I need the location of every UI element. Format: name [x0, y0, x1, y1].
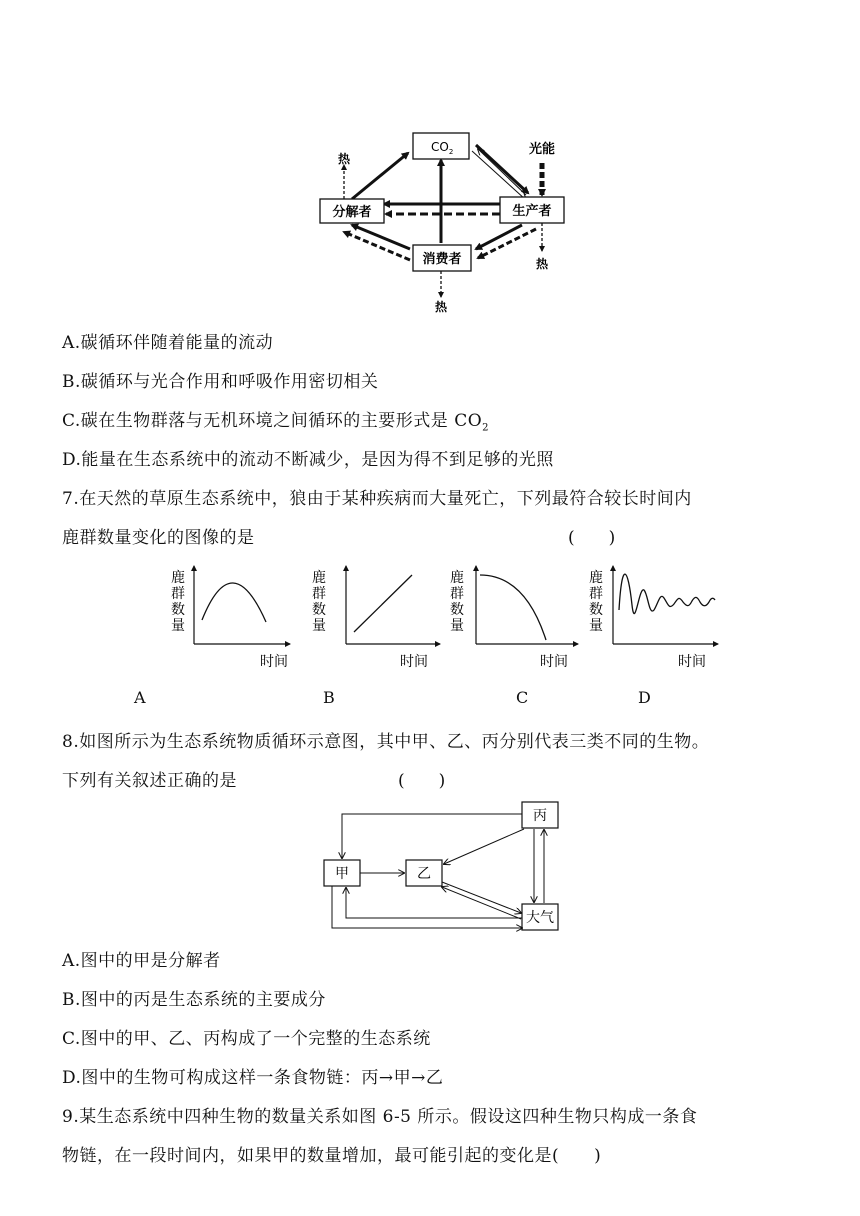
q7-stem-line1: 7.在天然的草原生态系统中，狼由于某种疾病而大量死亡，下列最符合较长时间内	[62, 489, 692, 509]
y-label-2: 群	[450, 586, 464, 602]
atmosphere-label: 大气	[526, 910, 554, 926]
x-label: 时间	[400, 654, 428, 670]
q8-option-a: A.图中的甲是分解者	[62, 951, 221, 971]
q7-curve-c	[480, 575, 546, 640]
q7-curve-a	[202, 583, 266, 622]
bing-label: 丙	[533, 808, 547, 824]
consumer-label: 消费者	[422, 252, 462, 267]
q7-chart-b	[302, 560, 452, 670]
q8-option-c: C.图中的甲、乙、丙构成了一个完整的生态系统	[62, 1029, 431, 1049]
y-label-4: 量	[312, 618, 326, 634]
q8-option-b: B.图中的丙是生态系统的主要成分	[62, 990, 326, 1010]
y-label-2: 群	[589, 586, 603, 602]
q9-stem-line1: 9.某生态系统中四种生物的数量关系如图 6-5 所示。假设这四种生物只构成一条食	[62, 1107, 698, 1127]
x-label: 时间	[540, 654, 568, 670]
q7-chart-a	[162, 560, 312, 670]
y-label-3: 数	[171, 602, 185, 618]
q7-chart-c	[440, 560, 590, 670]
q7-curve-b	[354, 575, 412, 632]
y-label-1: 鹿	[312, 570, 326, 586]
light-energy-label: 光能	[528, 142, 556, 157]
decomposer-label: 分解者	[332, 205, 372, 220]
q7-choice-a: A	[134, 688, 146, 707]
q7-choice-c: C	[516, 688, 529, 707]
co2-label: $CO_2$	[431, 140, 454, 156]
q6-option-c: C.碳在生物群落与无机环境之间循环的主要形式是 $CO_2$	[62, 411, 490, 434]
y-label-3: 数	[589, 602, 603, 618]
y-label-4: 量	[450, 618, 464, 634]
producer-label: 生产者	[512, 204, 552, 219]
jia-label: 甲	[335, 866, 349, 882]
y-label-1: 鹿	[450, 570, 464, 586]
q7-choice-b: B	[323, 688, 335, 707]
q8-option-d: D.图中的生物可构成这样一条食物链：丙→甲→乙	[62, 1068, 444, 1088]
q6-option-b: B.碳循环与光合作用和呼吸作用密切相关	[62, 372, 379, 392]
x-label: 时间	[678, 654, 706, 670]
q9-stem-line2: 物链，在一段时间内，如果甲的数量增加，最可能引起的变化是( )	[62, 1146, 602, 1166]
q8-stem-line1: 8.如图所示为生态系统物质循环示意图，其中甲、乙、丙分别代表三类不同的生物。	[62, 732, 710, 752]
heat-label-producer: 热	[535, 257, 549, 271]
q7-chart-d	[578, 560, 728, 670]
y-label-3: 数	[450, 602, 464, 618]
y-label-2: 群	[312, 586, 326, 602]
q7-choice-d: D	[638, 688, 651, 707]
yi-label: 乙	[417, 866, 431, 882]
q8-answer-blank: ( )	[398, 771, 446, 791]
heat-label-consumer: 热	[434, 300, 448, 314]
x-label: 时间	[260, 654, 288, 670]
q8-stem-line2: 下列有关叙述正确的是	[62, 771, 237, 791]
y-label-3: 数	[312, 602, 326, 618]
q7-answer-blank: ( )	[568, 528, 616, 548]
y-label-1: 鹿	[171, 570, 185, 586]
y-label-4: 量	[589, 618, 603, 634]
matter-cycle-diagram	[318, 796, 568, 936]
q6-option-d: D.能量在生态系统中的流动不断减少，是因为得不到足够的光照	[62, 450, 554, 470]
q7-stem-line2: 鹿群数量变化的图像的是	[62, 528, 255, 548]
q6-option-a: A.碳循环伴随着能量的流动	[62, 333, 274, 353]
carbon-cycle-diagram	[300, 125, 590, 315]
heat-label-decomposer: 热	[337, 152, 351, 166]
y-label-4: 量	[171, 618, 185, 634]
y-label-2: 群	[171, 586, 185, 602]
y-label-1: 鹿	[589, 570, 603, 586]
q7-curve-d	[619, 574, 715, 613]
